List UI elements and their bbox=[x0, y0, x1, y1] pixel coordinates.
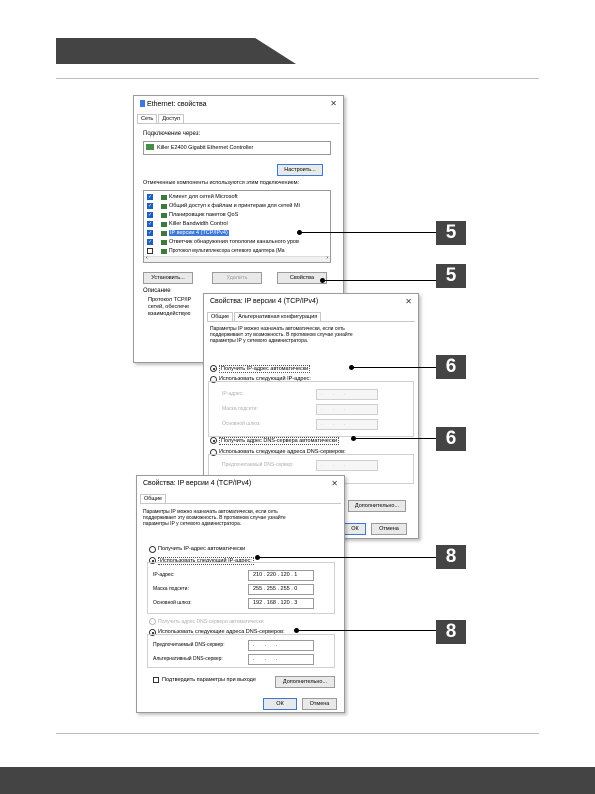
auto-ip-label[interactable]: Получить IP-адрес автоматически bbox=[221, 366, 309, 372]
ip-address-label: IP-адрес: bbox=[153, 572, 175, 578]
configure-button[interactable]: Настроить... bbox=[277, 164, 323, 176]
advanced-button[interactable]: Дополнительно... bbox=[275, 676, 335, 688]
intro-line: поддерживает эту возможность. В противном случае узнайте bbox=[210, 332, 353, 338]
validate-label[interactable]: Подтвердить параметры при выходе bbox=[162, 677, 256, 683]
list-item[interactable]: Протокол мультиплексора сетевого адаптера (Ма bbox=[147, 248, 285, 254]
step-badge-8: 8 bbox=[436, 545, 466, 569]
tab-divider bbox=[137, 123, 340, 124]
callout-line bbox=[352, 367, 436, 368]
intro-line: Параметры IP можно назначать автоматически, если сеть bbox=[210, 326, 345, 332]
ip-address-field: ... bbox=[316, 389, 378, 400]
tab-divider bbox=[207, 321, 415, 322]
tab-network[interactable]: Сеть bbox=[137, 114, 157, 124]
window-title: Свойства: IP версии 4 (TCP/IPv4) bbox=[143, 480, 252, 487]
advanced-button[interactable]: Дополнительно... bbox=[348, 500, 406, 512]
manual-ip-label[interactable]: Использовать следующий IP-адрес: bbox=[160, 558, 252, 564]
bottom-rule bbox=[56, 733, 539, 734]
protocol-icon bbox=[161, 249, 167, 254]
tab-general[interactable]: Общие bbox=[140, 494, 166, 504]
checkbox[interactable]: ✓ bbox=[148, 221, 153, 227]
close-icon[interactable]: ✕ bbox=[405, 297, 412, 306]
ok-button[interactable]: ОК bbox=[344, 523, 366, 535]
chevron-right-icon[interactable]: › bbox=[326, 255, 328, 261]
step-badge-5: 5 bbox=[436, 264, 466, 288]
description-label: Описание bbox=[143, 288, 171, 294]
callout-line bbox=[297, 630, 436, 631]
tab-alternate-config[interactable]: Альтернативная конфигурация bbox=[234, 312, 321, 322]
callout-line bbox=[354, 438, 436, 439]
list-item-ipv4[interactable]: ✓ IP версии 4 (TCP/IPv4) bbox=[148, 230, 228, 236]
gateway-field: ... bbox=[316, 419, 378, 430]
gateway-label: Основной шлюз: bbox=[153, 600, 192, 606]
manual-dns-label[interactable]: Использовать следующие адреса DNS-серверов: bbox=[219, 449, 346, 455]
auto-ip-radio[interactable] bbox=[149, 546, 156, 553]
install-button[interactable]: Установить... bbox=[143, 272, 193, 284]
footer-bar bbox=[0, 767, 595, 794]
subnet-mask-label: Маска подсети: bbox=[153, 586, 189, 592]
list-item[interactable]: ✓ Клиент для сетей Microsoft bbox=[148, 194, 238, 200]
callout-line bbox=[258, 557, 436, 558]
components-label: Отмеченные компоненты используются этим подключением: bbox=[143, 180, 300, 186]
intro-line: поддерживает эту возможность. В противном случае узнайте bbox=[143, 515, 286, 521]
window-title: Свойства: IP версии 4 (TCP/IPv4) bbox=[210, 298, 319, 305]
connect-via-label: Подключение через: bbox=[143, 131, 201, 137]
sharing-icon bbox=[161, 204, 167, 209]
description-line: сетей, обеспече bbox=[148, 304, 190, 310]
ip-address-field[interactable]: 210 . 220 . 120 . 1 bbox=[248, 570, 314, 581]
description-line: Протокол TCP/IP bbox=[148, 297, 192, 303]
bandwidth-icon bbox=[161, 222, 167, 227]
validate-checkbox[interactable] bbox=[153, 677, 159, 683]
tab-sharing[interactable]: Доступ bbox=[158, 114, 184, 124]
checkbox[interactable]: ✓ bbox=[148, 230, 153, 236]
list-item[interactable]: ✓ Ответчик обнаружения топологии канального уров bbox=[148, 239, 299, 245]
gateway-field[interactable]: 192 . 168 . 120 . 3 bbox=[248, 598, 314, 609]
checkbox[interactable] bbox=[147, 248, 153, 254]
alternate-dns-field[interactable]: ... bbox=[248, 654, 314, 665]
auto-ip-radio[interactable] bbox=[210, 365, 217, 372]
auto-dns-label[interactable]: Получить адрес DNS-сервера автоматически bbox=[158, 619, 264, 625]
auto-dns-label[interactable]: Получить адрес DNS-сервера автоматически bbox=[221, 438, 338, 444]
step-badge-8: 8 bbox=[436, 620, 466, 644]
tab-divider bbox=[140, 503, 341, 504]
remove-button[interactable]: Удалить bbox=[212, 272, 262, 284]
callout-line bbox=[323, 280, 436, 281]
close-icon[interactable]: ✕ bbox=[331, 479, 338, 488]
intro-line: Параметры IP можно назначать автоматически, если сеть bbox=[143, 509, 278, 515]
checkbox[interactable]: ✓ bbox=[148, 212, 153, 218]
preferred-dns-field[interactable]: ... bbox=[248, 640, 314, 651]
manual-dns-label[interactable]: Использовать следующие адреса DNS-серверов: bbox=[158, 629, 285, 635]
ipv4-properties-window-manual bbox=[136, 475, 345, 713]
tab-general[interactable]: Общие bbox=[207, 312, 233, 322]
horizontal-scrollbar[interactable] bbox=[144, 256, 330, 262]
subnet-mask-field[interactable]: 255 . 255 . 255 . 0 bbox=[248, 584, 314, 595]
step-badge-6: 6 bbox=[436, 355, 466, 379]
adapter-icon bbox=[146, 144, 154, 150]
components-list[interactable] bbox=[143, 190, 331, 263]
properties-button[interactable]: Свойства bbox=[277, 272, 327, 284]
preferred-dns-label: Предпочитаемый DNS-сервер: bbox=[222, 462, 294, 468]
client-icon bbox=[161, 195, 167, 200]
callout-line bbox=[300, 232, 436, 233]
auto-dns-radio[interactable] bbox=[149, 618, 156, 625]
preferred-dns-label: Предпочитаемый DNS-сервер: bbox=[153, 642, 225, 648]
preferred-dns-field: ... bbox=[316, 460, 378, 471]
checkbox[interactable]: ✓ bbox=[148, 194, 153, 200]
cancel-button[interactable]: Отмена bbox=[302, 698, 337, 710]
step-badge-6: 6 bbox=[436, 427, 466, 451]
protocol-icon bbox=[161, 240, 167, 245]
cancel-button[interactable]: Отмена bbox=[371, 523, 407, 535]
network-icon bbox=[140, 100, 145, 107]
list-item[interactable]: ✓ Планировщик пакетов QoS bbox=[148, 212, 239, 218]
window-title: Ethernet: свойства bbox=[140, 100, 207, 108]
subnet-mask-label: Маска подсети: bbox=[222, 406, 258, 412]
subnet-mask-field: ... bbox=[316, 404, 378, 415]
description-line: взаимодействую bbox=[148, 311, 191, 317]
manual-ip-label[interactable]: Использовать следующий IP-адрес: bbox=[219, 376, 311, 382]
intro-line: параметры IP у сетевого администратора. bbox=[210, 338, 309, 344]
adapter-field: Killer E2400 Gigabit Ethernet Controller bbox=[143, 141, 331, 155]
protocol-icon bbox=[161, 231, 167, 236]
chevron-left-icon[interactable]: ‹ bbox=[146, 255, 148, 261]
checkbox[interactable]: ✓ bbox=[148, 239, 153, 245]
gateway-label: Основной шлюз: bbox=[222, 421, 261, 427]
list-item[interactable]: ✓ Общий доступ к файлам и принтерам для сетей Mi bbox=[148, 203, 300, 209]
intro-line: параметры IP у сетевого администратора. bbox=[143, 521, 242, 527]
header-tab bbox=[56, 38, 296, 64]
qos-icon bbox=[161, 213, 167, 218]
auto-ip-label[interactable]: Получить IP-адрес автоматически bbox=[158, 546, 246, 552]
checkbox[interactable]: ✓ bbox=[148, 203, 153, 209]
ip-address-label: IP-адрес: bbox=[222, 391, 244, 397]
list-item[interactable]: ✓ Killer Bandwidth Control bbox=[148, 221, 228, 227]
top-rule bbox=[56, 78, 539, 79]
alternate-dns-label: Альтернативный DNS-сервер: bbox=[153, 656, 223, 662]
step-badge-5: 5 bbox=[436, 221, 466, 245]
auto-dns-radio[interactable] bbox=[210, 437, 217, 444]
close-icon[interactable]: ✕ bbox=[330, 99, 337, 108]
ok-button[interactable]: ОК bbox=[263, 698, 297, 710]
